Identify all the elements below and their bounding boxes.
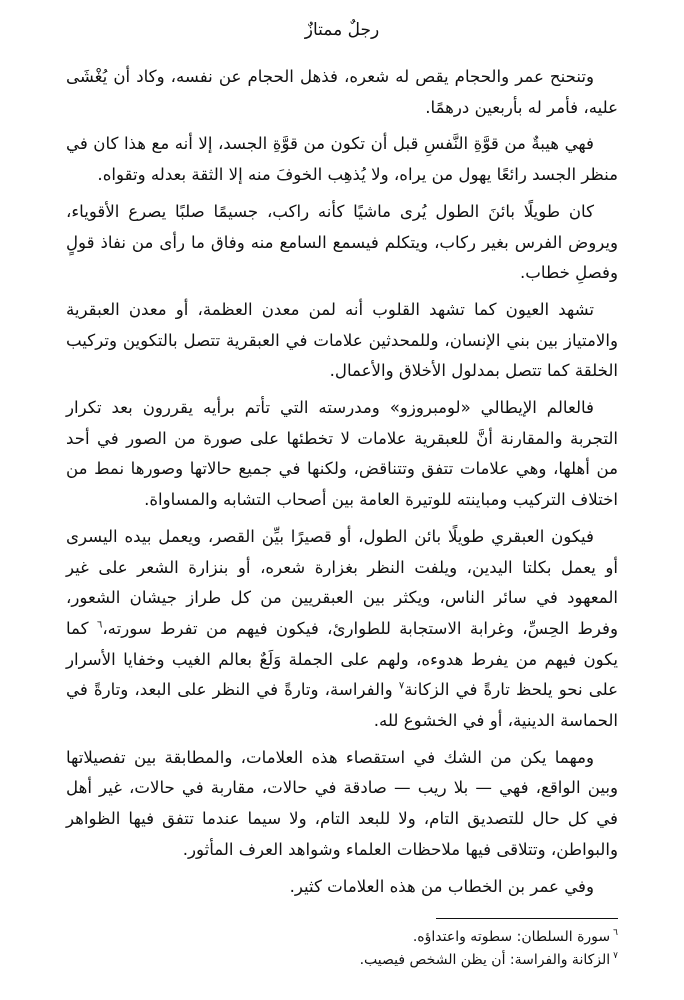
paragraph: وتنحنح عمر والحجام يقص له شعره، فذهل الحجام عن نفسه، وكاد أن يُغْشَى عليه، فأمر له بأربعين درهمًا. (66, 67, 618, 117)
footnote (66, 949, 618, 972)
paragraph: ومهما يكن من الشك في استقصاء هذه العلامات، والمطابقة بين تفصيلاتها وبين الواقع، فهي — بلا ريب — صادقة في حالات، مقاربة في حالات، غير أهل في كل حال للتصديق التام، ولا للبعد التام، ولا سيما عندما تتفق فيها الظواهر والبواطن، وتتلاقى فيها ملاحظات العلماء وشواهد العرف المأثور. (66, 747, 618, 859)
main-text (66, 62, 618, 902)
footnote-divider (436, 918, 618, 919)
footnotes (66, 926, 618, 972)
paragraph: تشهد العيون كما تشهد القلوب أنه لمن معدن العظمة، أو معدن العبقرية والامتياز بين بني الإنسان، وللمحدثين علامات في العبقرية تتصل بالتكوين وتركيب الخلقة كما تتصل بمدلول الأخلاق والأعمال. (66, 299, 618, 381)
paragraph: كان طويلًا بائنَ الطول يُرى ماشيًا كأنه راكب، جسيمًا صلبًا يصرع الأقوياء، ويروض الفرس بغير ركاب، ويتكلم فيسمع السامع منه وفاق ما رأى من نفاذ قولٍ وفصلِ خطاب. (66, 201, 618, 283)
paragraph-with-footnotes (66, 522, 618, 737)
footnote-text: الزكانة والفراسة: أن يظن الشخص فيصيب. (359, 952, 611, 968)
footnote-number: ٧ (613, 951, 618, 962)
footnote-reference[interactable]: ٧ (398, 680, 405, 692)
footnote-reference[interactable]: ٦ (96, 619, 103, 631)
footnote-number: ٦ (613, 928, 618, 939)
paragraph: فهي هيبةٌ من قوَّةِ النَّفسِ قبل أن تكون من قوَّةِ الجسد، إلا أنه مع هذا كان في منظر الجسد رائعًا يهول من يراه، ولا يُذهِب الخوفَ منه إلا الثقة بعدله وتقواه. (66, 134, 618, 185)
paragraph-segment: والفراسة، وتارةً في النظر على البعد، وتارةً في الحماسة الدينية، أو في الخشوع لله. (66, 680, 618, 731)
paragraph: وفي عمر بن الخطاب من هذه العلامات كثير. (289, 876, 594, 896)
footnote-text: سورة السلطان: سطوته واعتداؤه. (412, 929, 611, 945)
running-title: رجلٌ ممتازٌ (304, 20, 380, 40)
paragraph: فالعالم الإيطالي «لومبروزو» ومدرسته التي تأتم برأيه يقررون بعد تكرار التجربة والمقارنة أنَّ للعبقرية علامات لا تخطئها على صورة من الصور في أحد من أهلها، وهي علامات تتفق وتتناقض، ولكنها في جميع حالاتها وصورها نمط من اختلاف التركيب ومباينته للوتيرة العامة بين أصحاب التشابه والمساواة. (66, 398, 618, 510)
paragraph-segment: فيكون العبقري طويلًا بائن الطول، أو قصيرًا بيِّن القصر، ويعمل بيده اليسرى أو يعمل بكلتا اليدين، ويلفت النظر بغزارة شعره، أو بنزارة الشعر على غير المعهود في سائر الناس، ويكثر بين العبقريين من كل طراز جيشان الشعور، وفرط الحِسِّ، وغرابة الاستجابة للطوارئ، فيكون فيهم من تفرط سورته، (66, 526, 619, 638)
paragraph-segment: كما يكون فيهم من يفرط هدوءه، ولهم على الجملة وَلَعٌ بعالم الغيب وخفايا الأسرار على نحو يلحظ تارةً في الزكانة (66, 618, 619, 700)
footnote (66, 926, 618, 949)
